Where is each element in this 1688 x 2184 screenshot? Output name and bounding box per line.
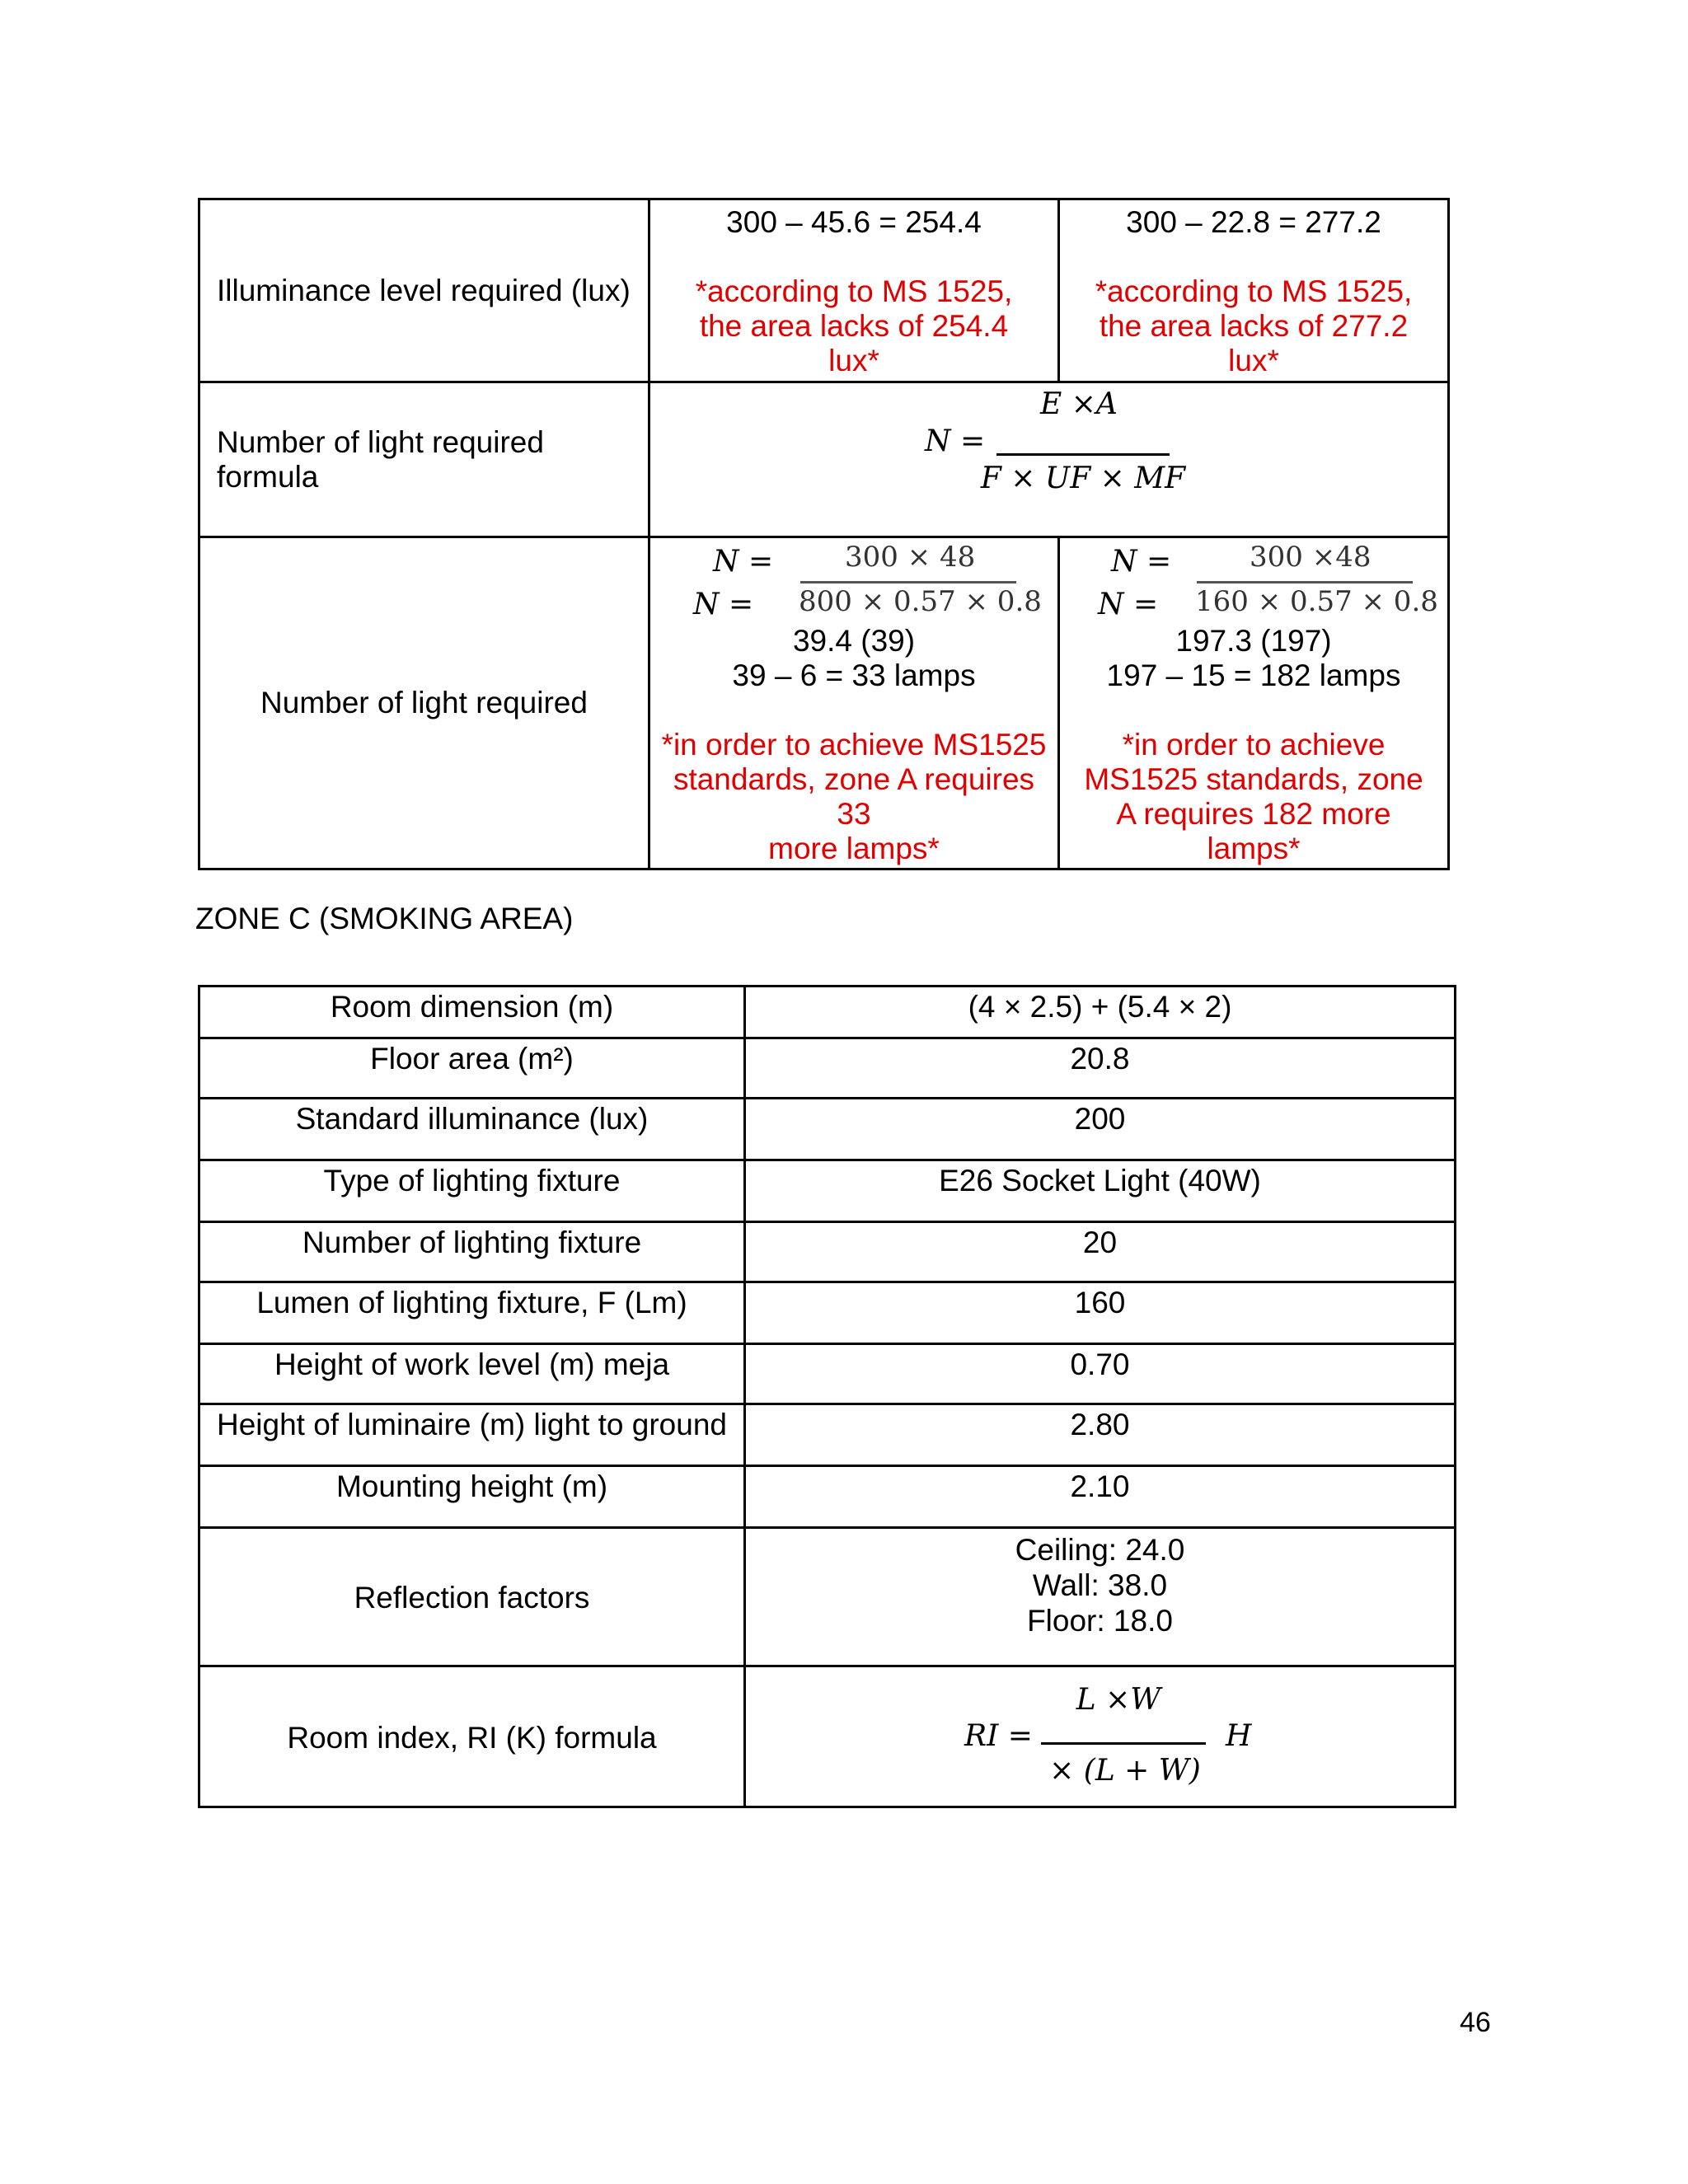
table-row xyxy=(199,1222,1456,1282)
param-label: Standard illuminance (lux) xyxy=(199,1099,745,1160)
param-value: E26 Socket Light (40W) xyxy=(745,1160,1456,1222)
illuminance-col3 xyxy=(1059,199,1449,382)
number-row xyxy=(199,537,1449,869)
page-number: 46 xyxy=(1460,2007,1491,2038)
table-row xyxy=(199,1038,1456,1099)
reflection-floor: Floor: 18.0 xyxy=(1027,1604,1173,1638)
table-row xyxy=(199,1160,1456,1222)
col2-note-line4: more lamps* xyxy=(768,832,940,865)
zone-c-heading: ZONE C (SMOKING AREA) xyxy=(195,902,574,935)
col2-n2: N = xyxy=(693,588,754,621)
param-label: Lumen of lighting fixture, F (Lm) xyxy=(199,1282,745,1344)
ri-lhs: RI = xyxy=(964,1719,1033,1753)
illuminance-col2-note: *according to MS 1525, the area lacks of 254.4 lux* xyxy=(695,274,1013,377)
number-col2 xyxy=(649,537,1059,869)
param-label: Height of luminaire (m) light to ground xyxy=(199,1404,745,1466)
col2-note-line2: standards, zone A requires xyxy=(673,762,1035,796)
illuminance-col3-note: *according to MS 1525, the area lacks of 277.2 lux* xyxy=(1095,274,1413,377)
param-label: Height of work level (m) meja xyxy=(199,1344,745,1404)
col3-fraction-bar xyxy=(1197,581,1413,583)
param-value: 2.10 xyxy=(745,1466,1456,1528)
param-label: Type of lighting fixture xyxy=(199,1160,745,1222)
formula-label-text: Number of light required formula xyxy=(217,424,544,494)
number-label: Number of light required xyxy=(199,537,649,869)
table-row xyxy=(199,1404,1456,1466)
formula-denominator: F × UF × MF xyxy=(980,462,1186,495)
param-value: 20.8 xyxy=(745,1038,1456,1099)
param-label: Number of lighting fixture xyxy=(199,1222,745,1282)
ri-denominator: × (L + W) xyxy=(1049,1754,1201,1788)
formula-lhs: N = xyxy=(925,424,986,458)
col3-denominator: 160 × 0.57 × 0.8 xyxy=(1195,585,1438,618)
table-row xyxy=(199,1099,1456,1160)
param-value: 20 xyxy=(745,1222,1456,1282)
col2-note-line1: *in order to achieve MS1525 xyxy=(661,728,1047,762)
formula-numerator: E ×A xyxy=(1040,387,1118,421)
ri-fraction-bar xyxy=(1041,1742,1206,1745)
param-value: (4 × 2.5) + (5.4 × 2) xyxy=(745,987,1456,1038)
illuminance-row xyxy=(199,199,1449,382)
room-index-row xyxy=(199,1666,1456,1807)
table-row xyxy=(199,1466,1456,1528)
illuminance-label: Illuminance level required (lux) xyxy=(199,199,649,382)
col3-lamps: 197 – 15 = 182 lamps xyxy=(1106,658,1401,692)
param-value: 2.80 xyxy=(745,1404,1456,1466)
formula-cell xyxy=(649,382,1449,537)
illuminance-col2 xyxy=(649,199,1059,382)
formula-label xyxy=(199,382,649,537)
param-value: 160 xyxy=(745,1282,1456,1344)
reflection-label: Reflection factors xyxy=(199,1528,745,1666)
room-index-label: Room index, RI (K) formula xyxy=(199,1666,745,1807)
calculation-table-zone-b xyxy=(198,198,1450,870)
col2-note-line3: 33 xyxy=(837,797,871,831)
col2-result: 39.4 (39) xyxy=(792,624,916,658)
table-row xyxy=(199,1344,1456,1404)
param-value: 200 xyxy=(745,1099,1456,1160)
param-value: 0.70 xyxy=(745,1344,1456,1404)
col2-denominator: 800 × 0.57 × 0.8 xyxy=(799,585,1042,618)
reflection-wall: Wall: 38.0 xyxy=(1032,1568,1168,1602)
param-label: Mounting height (m) xyxy=(199,1466,745,1528)
formula-fraction-bar xyxy=(996,453,1170,456)
param-label: Room dimension (m) xyxy=(199,987,745,1038)
col3-n1: N = xyxy=(1111,545,1172,579)
col2-lamps: 39 – 6 = 33 lamps xyxy=(732,658,976,692)
col3-numerator: 300 ×48 xyxy=(1250,541,1372,574)
formula-row xyxy=(199,382,1449,537)
number-col3 xyxy=(1059,537,1449,869)
col2-numerator: 300 × 48 xyxy=(845,541,976,574)
col3-note-line4: lamps* xyxy=(1207,832,1301,865)
col2-fraction-bar xyxy=(800,581,1016,583)
reflection-values xyxy=(745,1528,1456,1666)
col3-n2: N = xyxy=(1098,588,1159,621)
illuminance-col3-calc: 300 – 22.8 = 277.2 xyxy=(1126,205,1381,239)
reflection-ceiling: Ceiling: 24.0 xyxy=(1015,1533,1185,1567)
col3-note-line3: A requires 182 more xyxy=(1116,797,1391,831)
zone-c-parameters-table xyxy=(198,985,1456,1808)
table-row xyxy=(199,987,1456,1038)
room-index-formula xyxy=(745,1666,1456,1807)
col3-note-line1: *in order to achieve xyxy=(1122,728,1386,762)
col3-result: 197.3 (197) xyxy=(1175,624,1332,658)
col2-n1: N = xyxy=(713,545,774,579)
ri-h: H xyxy=(1226,1719,1252,1753)
ri-numerator: L ×W xyxy=(1076,1683,1161,1717)
col3-note-line2: MS1525 standards, zone xyxy=(1084,762,1423,796)
param-label: Floor area (m²) xyxy=(199,1038,745,1099)
table-row xyxy=(199,1282,1456,1344)
reflection-row xyxy=(199,1528,1456,1666)
illuminance-col2-calc: 300 – 45.6 = 254.4 xyxy=(726,205,982,239)
